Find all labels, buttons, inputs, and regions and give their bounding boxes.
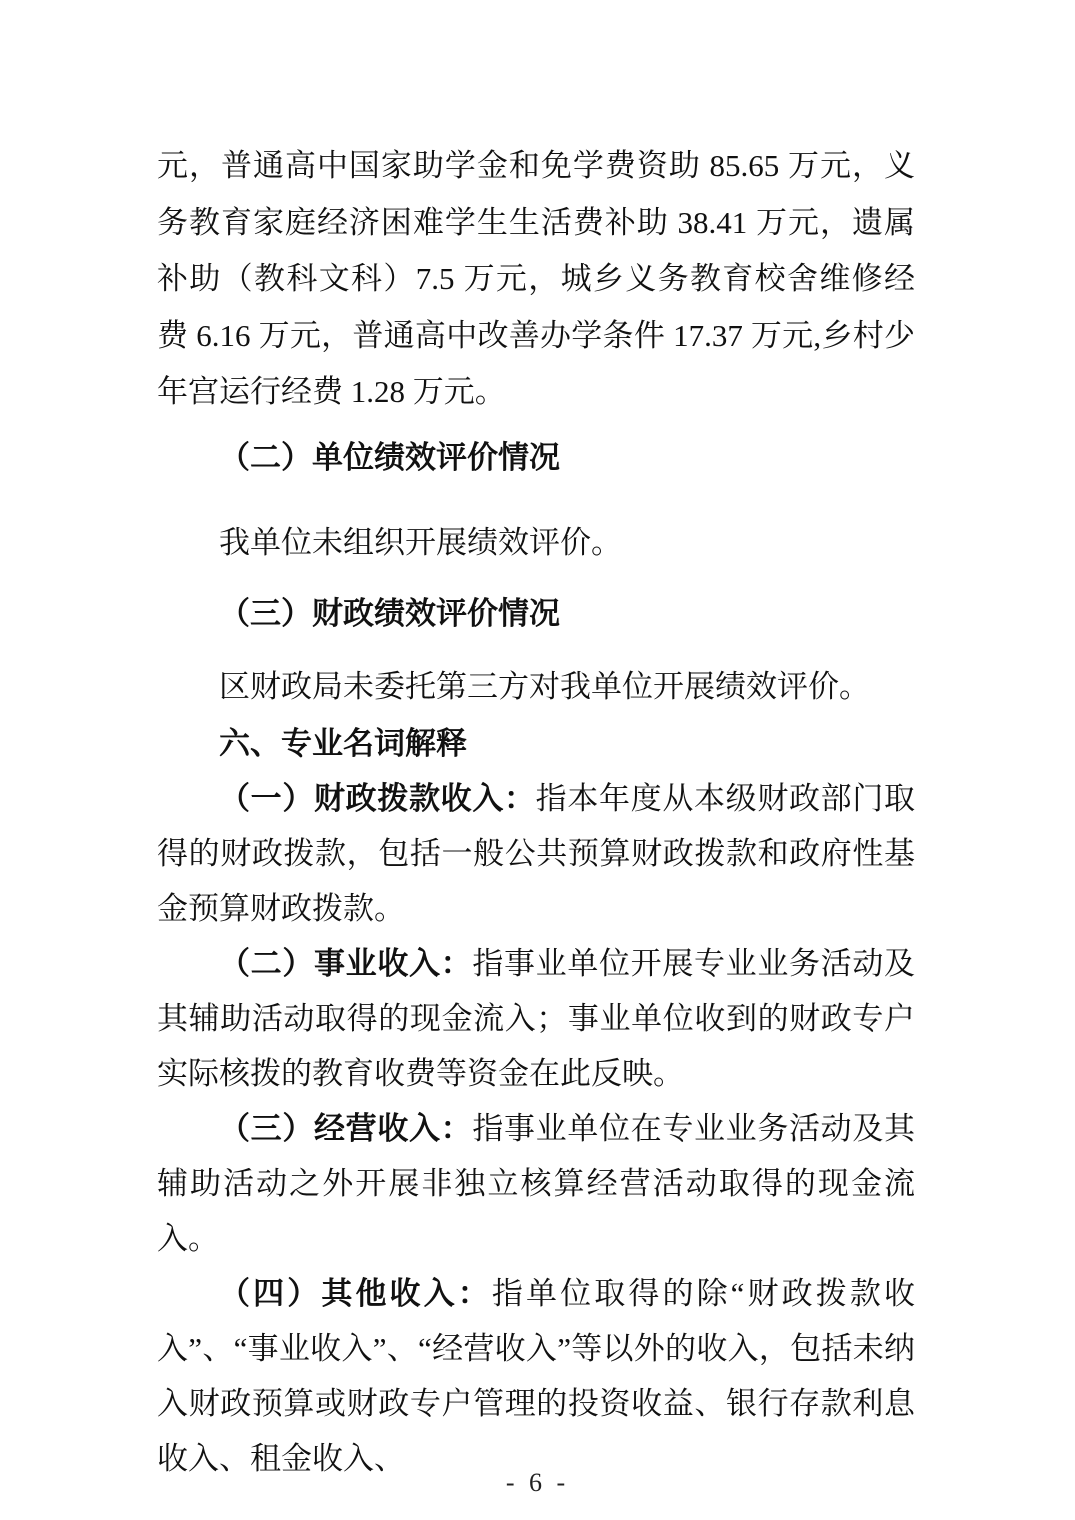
heading-glossary: 六、专业名词解释 <box>219 725 467 761</box>
footer-page-number: - 6 - <box>505 1468 570 1497</box>
term-fiscal-appropriation-income <box>157 771 915 936</box>
paragraph-fiscal-performance-eval: 区财政局未委托第三方对我单位开展绩效评价。 <box>219 669 870 704</box>
heading-fiscal-performance-eval: （三）财政绩效评价情况 <box>219 596 560 631</box>
term-label: （四）其他收入： <box>219 1275 492 1311</box>
term-definition: 指单位取得的除“财政拨款收入”、“事业收入”、“经营收入”等以外的收入，包括未纳入财政预算或财政专户管理的投资收益、银行存款利息收入、租金收入、 <box>157 1275 916 1476</box>
term-label: （二）事业收入： <box>219 945 473 981</box>
term-operational-income <box>157 936 915 1101</box>
paragraph-subsidy-amounts: 元，普通高中国家助学金和免学费资助 85.65 万元，义务教育家庭经济困难学生生活费补助 38.41 万元，遗属补助（教科文科）7.5 万元，城乡义务教育校舍维修经费 6.16 万元，普通高中改善办学条件 17.37 万元,乡村少年宫运行经费 1.28 万元。 <box>157 148 915 409</box>
paragraph-unit-performance-eval: 我单位未组织开展绩效评价。 <box>219 524 622 560</box>
term-definition: 指事业单位在专业业务活动及其辅助活动之外开展非独立核算经营活动取得的现金流入。 <box>157 1110 916 1256</box>
term-label: （三）经营收入： <box>219 1110 473 1146</box>
term-other-income <box>157 1266 915 1486</box>
term-label: （一）财政拨款收入： <box>219 780 536 816</box>
document-content <box>157 138 915 1486</box>
heading-unit-performance-eval: （二）单位绩效评价情况 <box>219 439 560 475</box>
term-definition: 指本年度从本级财政部门取得的财政拨款，包括一般公共预算财政拨款和政府性基金预算财政拨款。 <box>157 780 916 926</box>
term-definition: 指事业单位开展专业业务活动及其辅助活动取得的现金流入；事业单位收到的财政专户实际核拨的教育收费等资金在此反映。 <box>157 945 916 1091</box>
term-business-income <box>157 1101 915 1266</box>
